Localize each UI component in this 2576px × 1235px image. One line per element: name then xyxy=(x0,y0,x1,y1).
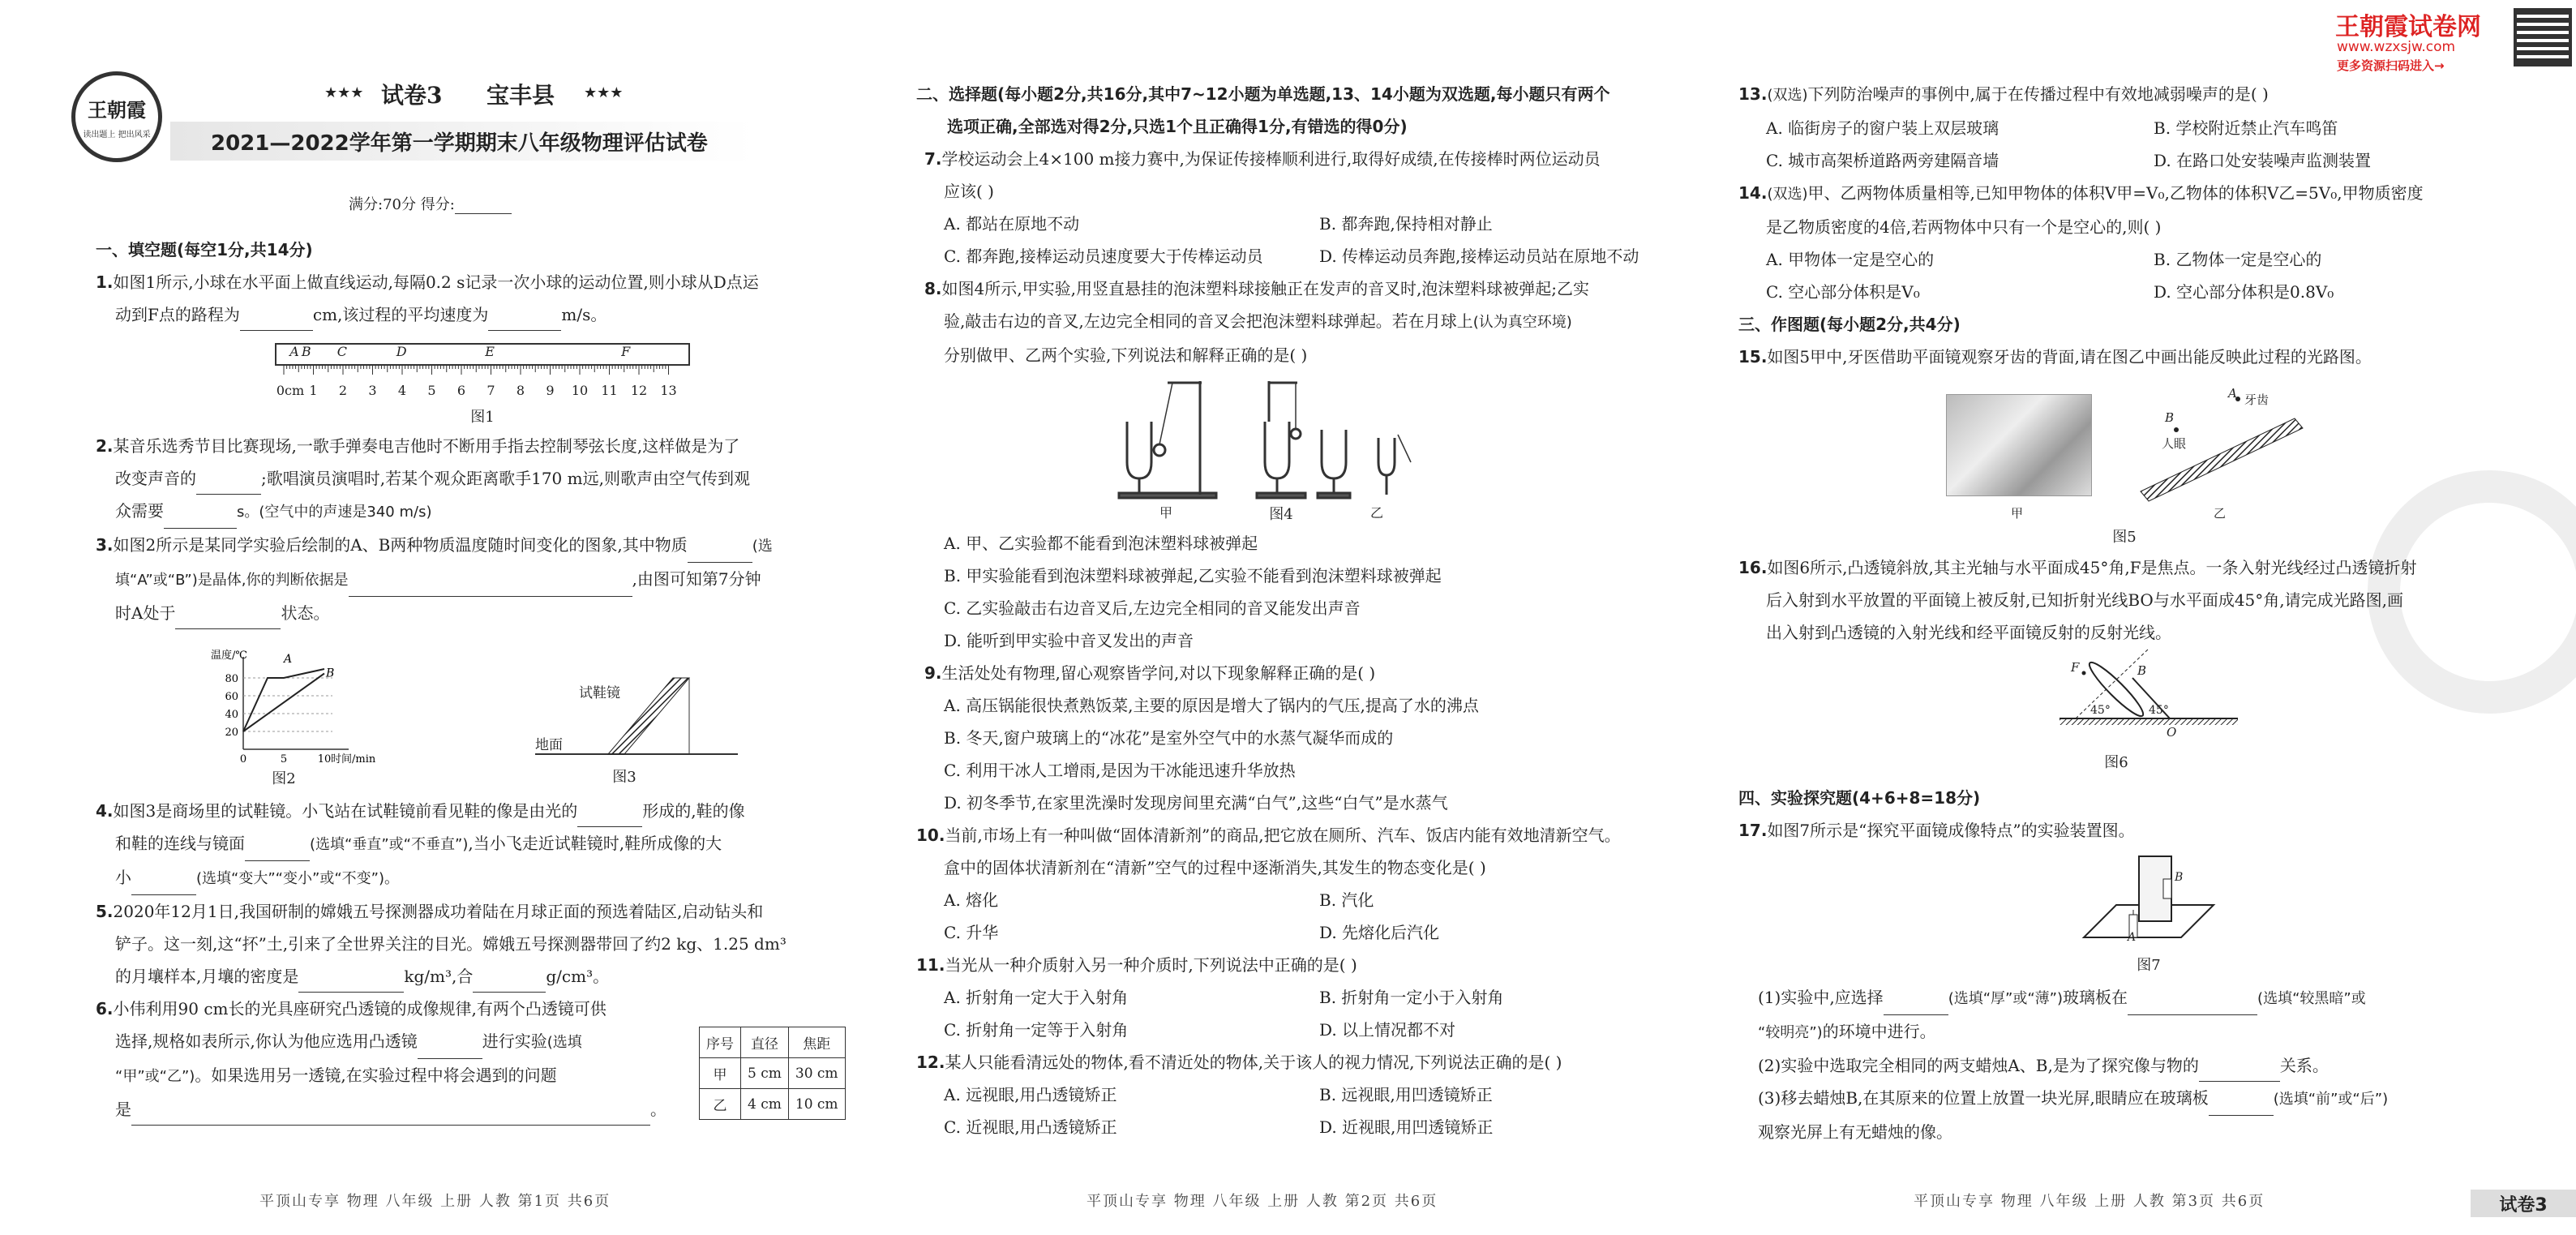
table-row: 甲 5 cm 30 cm xyxy=(700,1058,846,1089)
ruler-tick-label: 12 xyxy=(630,383,648,398)
ruler-tick-label: 3 xyxy=(368,383,377,398)
answer-blank[interactable] xyxy=(688,542,752,563)
option-b[interactable]: B. 乙物体一定是空心的 xyxy=(2154,250,2322,269)
table-header: 焦距 xyxy=(788,1027,845,1058)
score-line: 满分:70分 得分: xyxy=(349,193,512,214)
series-label: B xyxy=(326,667,335,680)
question-13-options xyxy=(1738,112,2541,177)
question-14: 14.(双选)甲、乙两物体质量相等,已知甲物体的体积V甲=V₀,乙物体的体积V乙=5V₀,甲物质密度 xyxy=(1738,183,2424,203)
ruler-tick-label: 10 xyxy=(571,383,589,398)
option-d[interactable]: D. 初冬季节,在家里洗澡时发现房间里充满“白气”,这些“白气”是水蒸气 xyxy=(944,793,1448,813)
x-tick-label: 5 xyxy=(280,753,288,765)
point-a-label: A xyxy=(2228,386,2237,401)
answer-blank[interactable] xyxy=(349,577,632,597)
label-jia: 甲 xyxy=(1159,505,1173,521)
figure-7-caption: 图7 xyxy=(2137,957,2161,974)
ruler-point-label: C xyxy=(336,344,347,359)
answer-blank[interactable] xyxy=(131,1105,650,1126)
page-2: 二、选择题(每小题2分,共16分,其中7~12小题为单选题,13、14小题为双选题,每小题只有两个 选项正确,全部选对得2分,只选1个且正确得1分,有错选的得0分) 7.学校运动会上4×100 m接力赛中,为保证传接棒顺利进行,取得好成绩,在传接棒时两位运动员 应该( ) A. 都站在原地不动 B. 都奔跑,保持相对静止 C. 都奔跑,接棒运动员速度要大于传棒运动员 D. 传棒运动员奔跑,接棒运动员站在原地不动 8.如图4所示,甲实验,用竖直悬挂的泡沫塑料球接触正在发声的音叉时,泡沫塑料球被弹起;乙实 验,敲击右边的音叉,左边完全相同的音叉会把泡沫塑料球弹起。若在月球上(认为真空环境) 分别做甲、乙两个实验,下列说法和解释正确的是( ) 甲 乙 图4 A. 甲、乙实验都不能看到泡沫塑料球被弹起 B. 甲实验能看到泡沫塑料球被弹起,乙实验不能看到泡沫塑料球被弹起 C. 乙实验敲击右边音叉后,左边完全相同的音叉能发出声音 D. 能听到甲实验中音叉发出的声音 9.生活处处有物理,留心观察皆学问,对以下现象解释正确的是( ) A. 高压锅能很快煮熟饭菜,主要的原因是增大了锅内的气压,提高了水的沸点 B. 冬天,窗户玻璃上的“冰花”是室外空气中的水蒸气凝华而成的 C. 利用干冰人工增雨,是因为干冰能迅速升华放热 D. 初冬季节,在家里洗澡时发现房间里充满“白气”,这些“白气”是水蒸气 10.当前,市场上有一种叫做“固体清新剂”的商品,把它放在厕所、汽车、饭店内能有效地清新空气。 盒中的固体状清新剂在“清新”空气的过程中逐渐消失,其发生的物态变化是( ) A. 熔化 B. 汽化 C. 升华 D. 先熔化后汽化 11.当光从一种介质射入另一种介质时,下列说法中正确的是( ) A. 折射角一定大于入射角 B. 折射角一定小于入射角 C. 折射角一定等于入射角 D. 以上情况都不对 12.某人只能看清远处的物体,看不清近处的物体,关于该人的视力情况,下列说法正确的是( ) A. 远视眼,用凸透镜矫正 B. 远视眼,用凹透镜矫正 C. 近视眼,用凸透镜矫正 D. 近视眼,用凹透镜矫正 平顶山专享 物理 八年级 上册 人教 第2页 共6页 xyxy=(892,0,1703,1235)
ground-label: 地面 xyxy=(535,737,563,753)
ruler-tick-label: 2 xyxy=(338,383,348,398)
figure-4-tuning-forks xyxy=(1103,373,1492,527)
ruler-tick-label: 11 xyxy=(601,383,618,398)
ruler-tick-label: 13 xyxy=(660,383,677,398)
logo xyxy=(71,71,162,162)
mirror-label: 试鞋镜 xyxy=(579,685,620,701)
option-d[interactable]: D. 传棒运动员奔跑,接棒运动员站在原地不动 xyxy=(1319,247,1639,266)
question-15: 15.如图5甲中,牙医借助平面镜观察牙齿的背面,请在图乙中画出能反映此过程的光路图。 xyxy=(1738,347,2372,367)
candle-b-label: B xyxy=(2175,871,2184,884)
ruler-tick-label: 1 xyxy=(309,383,318,398)
answer-blank[interactable] xyxy=(240,311,313,331)
option-b[interactable]: B. 远视眼,用凹透镜矫正 xyxy=(1319,1085,1493,1104)
series-label: A xyxy=(284,653,293,666)
answer-blank[interactable] xyxy=(196,474,261,495)
dentist-photo xyxy=(1946,394,2092,496)
exam-number: 试卷3 xyxy=(381,82,443,109)
question-14-options xyxy=(1738,243,2541,308)
option-d[interactable]: D. 先熔化后汽化 xyxy=(1319,923,1440,942)
lens-table xyxy=(699,1027,846,1120)
option-b[interactable]: B. 都奔跑,保持相对静止 xyxy=(1319,214,1493,234)
ruler-tick-label: 5 xyxy=(427,383,436,398)
label-jia: 甲 xyxy=(2011,506,2024,521)
option-a[interactable]: A. 甲、乙实验都不能看到泡沫塑料球被弹起 xyxy=(944,534,1258,553)
option-b[interactable]: B. 冬天,窗户玻璃上的“冰花”是室外空气中的水蒸气凝华而成的 xyxy=(944,728,1394,748)
question-7: 7.学校运动会上4×100 m接力赛中,为保证传接棒顺利进行,取得好成绩,在传接棒时两位运动员 xyxy=(924,149,1601,169)
ruler-point-label: B xyxy=(301,344,311,359)
table-header: 直径 xyxy=(741,1027,789,1058)
figure-2-caption: 图2 xyxy=(272,770,296,787)
x-tick-label: 0 xyxy=(239,753,247,765)
question-3: 3.如图2所示是某同学实验后绘制的A、B两种物质温度随时间变化的图象,其中物质 (选 xyxy=(96,529,850,563)
figure-2-chart xyxy=(186,649,397,787)
option-c[interactable]: C. 利用干冰人工增雨,是因为干冰能迅速升华放热 xyxy=(944,761,1296,780)
x-axis-label: 时间/min xyxy=(331,753,376,765)
figure-6 xyxy=(2027,649,2254,770)
answer-blank[interactable] xyxy=(2209,1096,2274,1116)
exam-title: 2021—2022学年第一学期期末八年级物理评估试卷 xyxy=(211,131,708,156)
ruler-tick-label: 7 xyxy=(486,383,495,398)
option-a[interactable]: A. 远视眼,用凸透镜矫正 xyxy=(944,1085,1117,1104)
question-13: 13.(双选)下列防治噪声的事例中,属于在传播过程中有效地减弱噪声的是( ) xyxy=(1738,84,2269,104)
label-yi: 乙 xyxy=(1370,505,1384,521)
answer-blank[interactable] xyxy=(473,972,546,993)
qr-code xyxy=(2514,8,2572,66)
question-9: 9.生活处处有物理,留心观察皆学问,对以下现象解释正确的是( ) xyxy=(924,663,1376,683)
option-a[interactable]: A. 熔化 xyxy=(944,890,999,910)
question-11-options xyxy=(916,981,1695,1046)
option-a[interactable]: A. 临街房子的窗户装上双层玻璃 xyxy=(1766,118,2000,138)
section-3-heading: 三、作图题(每小题2分,共4分) xyxy=(1738,315,1961,334)
answer-blank[interactable] xyxy=(175,609,281,629)
header-stars-left: ★★★ xyxy=(324,84,364,101)
question-8-options xyxy=(916,527,1695,657)
option-d[interactable]: D. 以上情况都不对 xyxy=(1319,1020,1456,1040)
answer-blank[interactable] xyxy=(131,875,196,895)
option-c[interactable]: C. 折射角一定等于入射角 xyxy=(944,1020,1129,1040)
table-header: 序号 xyxy=(700,1027,741,1058)
ruler-point-label: A xyxy=(289,344,299,359)
footer-page-3: 平顶山专享 物理 八年级 上册 人教 第3页 共6页 xyxy=(1914,1193,2265,1210)
series-line-B xyxy=(243,674,324,732)
watermark-url: www.wzxsjw.com xyxy=(2337,39,2456,55)
figure-1-ruler xyxy=(268,341,697,430)
header-stars-right: ★★★ xyxy=(584,84,624,101)
figure-7 xyxy=(2068,848,2230,978)
question-9-options xyxy=(916,689,1695,819)
ruler-tick-label: 9 xyxy=(546,383,555,398)
candle-a-label: A xyxy=(2128,931,2137,944)
question-10-options xyxy=(916,884,1695,949)
option-d[interactable]: D. 能听到甲实验中音叉发出的声音 xyxy=(944,631,1194,650)
question-6: 6.小伟利用90 cm长的光具座研究凸透镜的成像规律,有两个凸透镜可供 xyxy=(96,999,606,1018)
option-d[interactable]: D. 空心部分体积是0.8V₀ xyxy=(2154,282,2334,302)
y-tick-label: 20 xyxy=(225,727,238,739)
eye-label: 人眼 xyxy=(2162,436,2187,451)
section-1-heading: 一、填空题(每空1分,共14分) xyxy=(96,240,313,259)
y-tick-label: 60 xyxy=(225,691,238,703)
answer-blank[interactable] xyxy=(2128,995,2257,1015)
logo-text: 王朝霞 xyxy=(88,98,146,122)
focus-label: F xyxy=(2071,660,2080,675)
page-3: 王朝霞试卷网 www.wzxsjw.com 更多资源扫码进入→ 13.(双选)下列防治噪声的事例中,属于在传播过程中有效地减弱噪声的是( ) A. 临街房子的窗户装上双层玻璃 B. 学校附近禁止汽车鸣笛 C. 城市高架桥道路两旁建隔音墙 D. 在路口处安装噪声监测装置 14.(双选)甲、乙两物体质量相等,已知甲物体的体积V甲=V₀,乙物体的体积V乙=5V₀,甲物质密度 是乙物质密度的4倍,若两物体中只有一个是空心的,则( ) A. 甲物体一定是空心的 B. 乙物体一定是空心的 C. 空心部分体积是V₀ D. 空心部分体积是0.8V₀ 三、作图题(每小题2分,共4分) 15.如图5甲中,牙医借助平面镜观察牙齿的背面,请在图乙中画出能反映此过程的光路图。 A 牙齿 B 人眼 甲 乙 图5 16.如图6所示,凸透镜斜放,其主光轴与水平面成45°角,F是焦点。一条入射光线经过凸透镜折射 后入射到水平放置的平面镜上被反射,已知折射光线BO与水平面成45°角,请完成光路图,画 出入射到凸透镜的入射光线和经平面镜反射的反射光线。 F B 45° 45° O 图6 四、实验探究题(4+6+8=18分) 17.如图7所示是“探究平面镜成像特点”的实验装置图。 A B 图7 (1)实验中,应选择 (选填“厚”或“薄”)玻璃板在 (选填“较黑暗”或 “较明亮”)的环境中进行。 (2)实验中选取完全相同的两支蜡烛A、B,是为了探究像与物的 关系。 (3)移去蜡烛B,在其原来的位置上放置一块光屏,眼睛应在玻璃板 (选填“前”或“后”) 观察光屏上有无蜡烛的像。 平顶山专享 物理 八年级 上册 人教 第3页 共6页 试卷3 xyxy=(1719,0,2576,1235)
footer-page-1: 平顶山专享 物理 八年级 上册 人教 第1页 共6页 xyxy=(259,1193,611,1210)
question-16: 16.如图6所示,凸透镜斜放,其主光轴与水平面成45°角,F是焦点。一条入射光线经过凸透镜折射 xyxy=(1738,558,2417,577)
logo-slogan: 读出题上 把出风采 xyxy=(83,131,151,139)
ruler-point-label: E xyxy=(485,344,495,359)
option-a[interactable]: A. 折射角一定大于入射角 xyxy=(944,988,1129,1007)
watermark-brand: 王朝霞试卷网 xyxy=(2335,13,2481,41)
answer-blank[interactable] xyxy=(2199,1061,2280,1082)
page-1: 王朝霞 读出题上 把出风采 ★★★ 试卷3 宝丰县 ★★★ 2021—2022学年第一学期期末八年级物理评估试卷 满分:70分 得分: 一、填空题(每空1分,共14分) 1.如图1所示,小球在水平面上做直线运动,每隔0.2 s记录一次小球的运动位置,则小球从D点运 动到F点的路程为 cm,该过程的平均速度为 m/s。 0cm 1 2 3 4 5 6 7 8 9 10 11 12 13 A B C D E F 图1 2.某音乐选秀节目比赛现场,一歌手弹奏电吉他时不断用手指去控制琴弦长度,这样做是为了 改变声音的 ;歌唱演员演唱时,若某个观众距离歌手170 m远,则歌声由空气传到观 众需要 s。(空气中的声速是340 m/s) 3.如图2所示是某同学实验后绘制的A、B两种物质温度随时间变化的图象,其中物质 (选 填“A”或“B”)是晶体,你的判断依据是 ,由图可知第7分钟 时A处于 状态。 20 40 60 80 0 5 10 温度/℃ 时间/min A B 图2 试鞋镜 地面 图3 4.如图3是商场里的试鞋镜。小飞站在试鞋镜前看见鞋的像是由光的 形成的,鞋的像 和鞋的连线与镜面 (选填“垂直”或“不垂直”),当小飞走近试鞋镜时,鞋所成像的大 小 (选填“变大”“变小”或“不变”)。 5.2020年12月1日,我国研制的嫦娥五号探测器成功着陆在月球正面的预选着陆区,启动钻头和 铲子。这一刻,这“抔”土,引来了全世界关注的目光。嫦娥五号探测器带回了约2 kg、1.25 dm³ 的月壤样本,月壤的密度是 kg/m³,合 g/cm³。 6.小伟利用90 cm长的光具座研究凸透镜的成像规律,有两个凸透镜可供 选择,规格如表所示,你认为他应选用凸透镜 进行实验(选填 “甲”或“乙”)。如果选用另一透镜,在实验过程中将会遇到的问题 是 。 序号 直径 焦距 甲 5 cm 30 cm 乙 4 cm 10 cm 平顶山专享 物理 八年级 上册 人教 第1页 共6页 xyxy=(0,0,859,1235)
section-4-heading: 四、实验探究题(4+6+8=18分) xyxy=(1738,788,1981,808)
option-d[interactable]: D. 在路口处安装噪声监测装置 xyxy=(2154,151,2372,170)
question-5: 5.2020年12月1日,我国研制的嫦娥五号探测器成功着陆在月球正面的预选着陆区,启动钻头和 xyxy=(96,902,764,921)
option-a[interactable]: A. 高压锅能很快煮熟饭菜,主要的原因是增大了锅内的气压,提高了水的沸点 xyxy=(944,696,1479,715)
temperature-chart xyxy=(186,649,397,770)
figure-5 xyxy=(1946,386,2319,548)
question-2: 2.某音乐选秀节目比赛现场,一歌手弹奏电吉他时不断用手指去控制琴弦长度,这样做是为了 xyxy=(96,436,740,456)
option-c[interactable]: C. 近视眼,用凸透镜矫正 xyxy=(944,1117,1117,1137)
question-4: 4.如图3是商场里的试鞋镜。小飞站在试鞋镜前看见鞋的像是由光的 形成的,鞋的像 xyxy=(96,795,850,827)
question-17: 17.如图7所示是“探究平面镜成像特点”的实验装置图。 xyxy=(1738,821,2135,840)
question-12: 12.某人只能看清远处的物体,看不清近处的物体,关于该人的视力情况,下列说法正确的是( ) xyxy=(916,1053,1562,1072)
answer-blank[interactable] xyxy=(164,508,237,529)
question-1: 1.如图1所示,小球在水平面上做直线运动,每隔0.2 s记录一次小球的运动位置,则小球从D点运 xyxy=(96,272,759,292)
ruler-point-label: F xyxy=(621,344,631,359)
question-11: 11.当光从一种介质射入另一种介质时,下列说法中正确的是( ) xyxy=(916,955,1357,975)
option-d[interactable]: D. 近视眼,用凹透镜矫正 xyxy=(1319,1117,1494,1137)
question-17-part-2: (2)实验中选取完全相同的两支蜡烛A、B,是为了探究像与物的 关系。 xyxy=(1738,1049,2549,1082)
county-name: 宝丰县 xyxy=(486,82,555,109)
option-c[interactable]: C. 城市高架桥道路两旁建隔音墙 xyxy=(1766,151,2000,170)
point-b-label: B xyxy=(2137,663,2147,678)
option-b[interactable]: B. 折射角一定小于入射角 xyxy=(1319,988,1504,1007)
angle-label: 45° xyxy=(2149,704,2169,717)
table-row: 乙 4 cm 10 cm xyxy=(700,1089,846,1120)
option-a[interactable]: A. 都站在原地不动 xyxy=(944,214,1080,234)
answer-blank[interactable] xyxy=(1884,995,1948,1015)
point-o-label: O xyxy=(2167,725,2177,740)
corner-tag: 试卷3 xyxy=(2471,1190,2576,1217)
option-c[interactable]: C. 升华 xyxy=(944,923,999,942)
figure-1-caption: 图1 xyxy=(470,409,495,426)
y-tick-label: 80 xyxy=(225,673,238,685)
answer-blank[interactable] xyxy=(577,807,642,827)
question-12-options xyxy=(916,1078,1695,1143)
label-yi: 乙 xyxy=(2214,506,2227,521)
angle-label: 45° xyxy=(2090,704,2111,717)
answer-blank[interactable] xyxy=(245,841,310,861)
ruler-tick-label: 8 xyxy=(516,383,525,398)
figure-3-shoe-mirror xyxy=(535,665,746,787)
option-c[interactable]: C. 乙实验敲击右边音叉后,左边完全相同的音叉能发出声音 xyxy=(944,598,1361,618)
answer-blank[interactable] xyxy=(488,311,561,331)
option-b[interactable]: B. 甲实验能看到泡沫塑料球被弹起,乙实验不能看到泡沫塑料球被弹起 xyxy=(944,566,1442,585)
option-b[interactable]: B. 汽化 xyxy=(1319,890,1374,910)
option-c[interactable]: C. 空心部分体积是V₀ xyxy=(1766,282,1920,302)
y-tick-label: 40 xyxy=(225,709,238,721)
tooth-label: 牙齿 xyxy=(2244,392,2270,407)
figure-5-caption: 图5 xyxy=(2112,529,2137,546)
answer-blank[interactable] xyxy=(418,1039,482,1059)
ruler-tick-label: 0cm xyxy=(276,383,305,398)
figure-3-caption: 图3 xyxy=(612,769,636,786)
figure-6-caption: 图6 xyxy=(2104,754,2128,771)
figure-4-caption: 图4 xyxy=(1269,506,1293,523)
watermark-tip: 更多资源扫码进入→ xyxy=(2337,58,2445,73)
question-17-part-3: (3)移去蜡烛B,在其原来的位置上放置一块光屏,眼睛应在玻璃板 (选填“前”或“后”) xyxy=(1738,1082,2549,1116)
footer-page-2: 平顶山专享 物理 八年级 上册 人教 第2页 共6页 xyxy=(1087,1193,1438,1210)
option-c[interactable]: C. 都奔跑,接棒运动员速度要大于传棒运动员 xyxy=(944,247,1263,266)
point-b-label: B xyxy=(2165,410,2175,425)
option-a[interactable]: A. 甲物体一定是空心的 xyxy=(1766,250,1935,269)
answer-blank[interactable] xyxy=(298,972,404,993)
section-2-heading: 二、选择题(每小题2分,共16分,其中7~12小题为单选题,13、14小题为双选题,每小题只有两个 xyxy=(916,84,1610,104)
option-b[interactable]: B. 学校附近禁止汽车鸣笛 xyxy=(2154,118,2338,138)
y-axis-label: 温度/℃ xyxy=(211,650,247,662)
ruler-tick-label: 4 xyxy=(397,383,407,398)
question-8: 8.如图4所示,甲实验,用竖直悬挂的泡沫塑料球接触正在发声的音叉时,泡沫塑料球被弹起;乙实 xyxy=(924,279,1590,298)
question-7-options xyxy=(916,208,1695,272)
x-tick-label: 10 xyxy=(317,753,332,765)
ruler-point-label: D xyxy=(396,344,407,359)
question-10: 10.当前,市场上有一种叫做“固体清新剂”的商品,把它放在厕所、汽车、饭店内能有效地清新空气。 xyxy=(916,825,1621,845)
ruler-tick-label: 6 xyxy=(456,383,466,398)
question-17-part-1: (1)实验中,应选择 (选填“厚”或“薄”)玻璃板在 (选填“较黑暗”或 xyxy=(1738,981,2549,1015)
